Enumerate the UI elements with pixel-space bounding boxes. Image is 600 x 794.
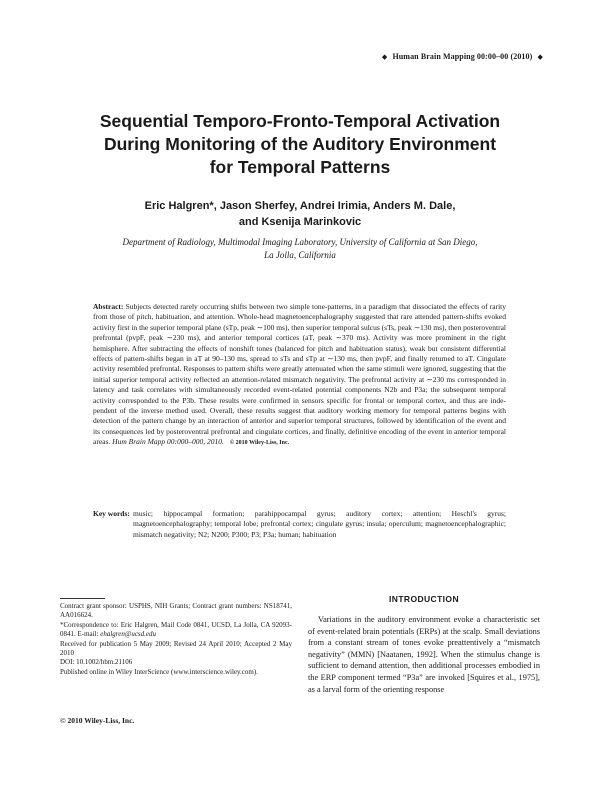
abstract-label: Abstract: [93,302,124,311]
author-list [60,198,540,230]
title-line: During Monitoring of the Auditory Environment [103,134,497,154]
abstract-text: Subjects detected rarely occurring shifts between two simple tone-patterns, in a paradigm that dissociated the effects of rarity from those of pitch, habituation, and attention. Whole-head magnetoencephalography suggested that rare attended pattern-shifts evoked activity first in the superior temporal plane (sTp, peak ∼100 ms), then superior temporal sulcus (sTs, peak ∼130 ms), then posteroventral prefrontal (pvpF, peak ∼230 ms), and anterior temporal cortices (aT, peak ∼370 ms). Activity was more prominent in the right hemisphere. After subtracting the effects of nonshift tones (balanced for pitch and habituation status), weak but consistent differential effects of pattern-shifts began in aT at 90–130 ms, spread to sTs and sTp at ∼130 ms, then pvpF, and finally returned to aT. Cingulate activity resembled prefrontal. Responses to pattern shifts were greatly attenuated when the same stimuli were ignored, suggesting that the initial superior temporal activity reflected an attention-related mismatch negativity. The prefrontal activity at ∼230 ms corresponded in latency and task correlates with simultaneously recorded event-related potential components N2b and P3a; the subsequent temporal activity corresponded to the P3b. These results were confirmed in sensors specific for frontal or temporal cortex, and thus are independent of the inverse method used. Overall, these results suggest that auditory working memory for temporal patterns begins with detection of the pattern change by an interaction of anterior and superior temporal structures, followed by identification of the event and its consequences led by posteroventral prefrontal and cingulate cortices, and finally, definitive encoding of the event in anterior temporal areas. [93,302,507,447]
abstract [93,302,506,449]
keywords-text: music; hippocampal formation; parahippocampal gyrus; auditory cortex; attention; Heschl's gyrus; magnetoencephalography; temporal lobe; prefrontal cortex; cingulate gyrus; insula; operculum; magnetoencephalographic; mismatch negativity; N2; N200; P300; P3; P3a; human; habituation [133,509,506,539]
keywords [93,509,506,540]
journal-name: Human Brain Mapping 00:00–00 (2010) [392,52,533,61]
affiliation [60,236,540,262]
grant-note: Contract grant sponsor: USPHS, NIH Grants; Contract grant numbers: NS18741, AA016624. [60,602,292,620]
copyright-notice: © 2010 Wiley-Liss, Inc. [60,716,135,725]
footnote-divider [60,598,105,599]
diamond-icon: ◆ [537,53,543,61]
correspondence-note [60,621,292,640]
footnotes [60,602,292,677]
paper-title [60,110,540,179]
section-heading-introduction: INTRODUCTION [389,594,459,604]
introduction-text: Variations in the auditory environment evoke a characteristic set of event-related brain potentials (ERPs) at the scalp. Small deviations from a constant stream of tones evoke preattentively a “mismatch negativity” (MMN) [Naatanen, 1992]. When the stimulus change is sufficient to demand attention, then additional processes embodied in the ERP component termed “P3a” are invoked [Squires et al., 1975], as a larval form of the orienting response [308,615,540,694]
affiliation-line: La Jolla, California [264,250,336,260]
received-note: Received for publication 5 May 2009; Revised 24 April 2010; Accepted 2 May 2010 [60,639,292,658]
email-link[interactable]: ehalgren@ucsd.edu [100,630,157,639]
diamond-icon: ◆ [381,53,388,61]
affiliation-line: Department of Radiology, Multimodal Imaging Laboratory, University of California at San Diego, [122,237,478,247]
abstract-citation: Hum Brain Mapp 00:000–000, 2010. [112,437,224,447]
author-line: and Ksenija Marinkovic [238,216,362,228]
doi-note: DOI: 10.1002/hbm.21106 [60,658,133,667]
running-head [379,52,546,61]
title-line: for Temporal Patterns [209,157,391,177]
title-line: Sequential Temporo-Fronto-Temporal Activation [99,111,501,131]
abstract-copyright: © 2010 Wiley-Liss, Inc. [229,440,290,447]
keywords-label: Key words: [93,509,130,518]
correspondence-text: *Correspondence to: Eric Halgren, Mail Code 0841, UCSD, La Jolla, CA 92093-0841. E-mail: [60,620,292,639]
author-line: Eric Halgren*, Jason Sherfey, Andrei Irimia, Anders M. Dale, [144,200,456,212]
published-note: Published online in Wiley InterScience (www.interscience.wiley.com). [60,667,258,676]
